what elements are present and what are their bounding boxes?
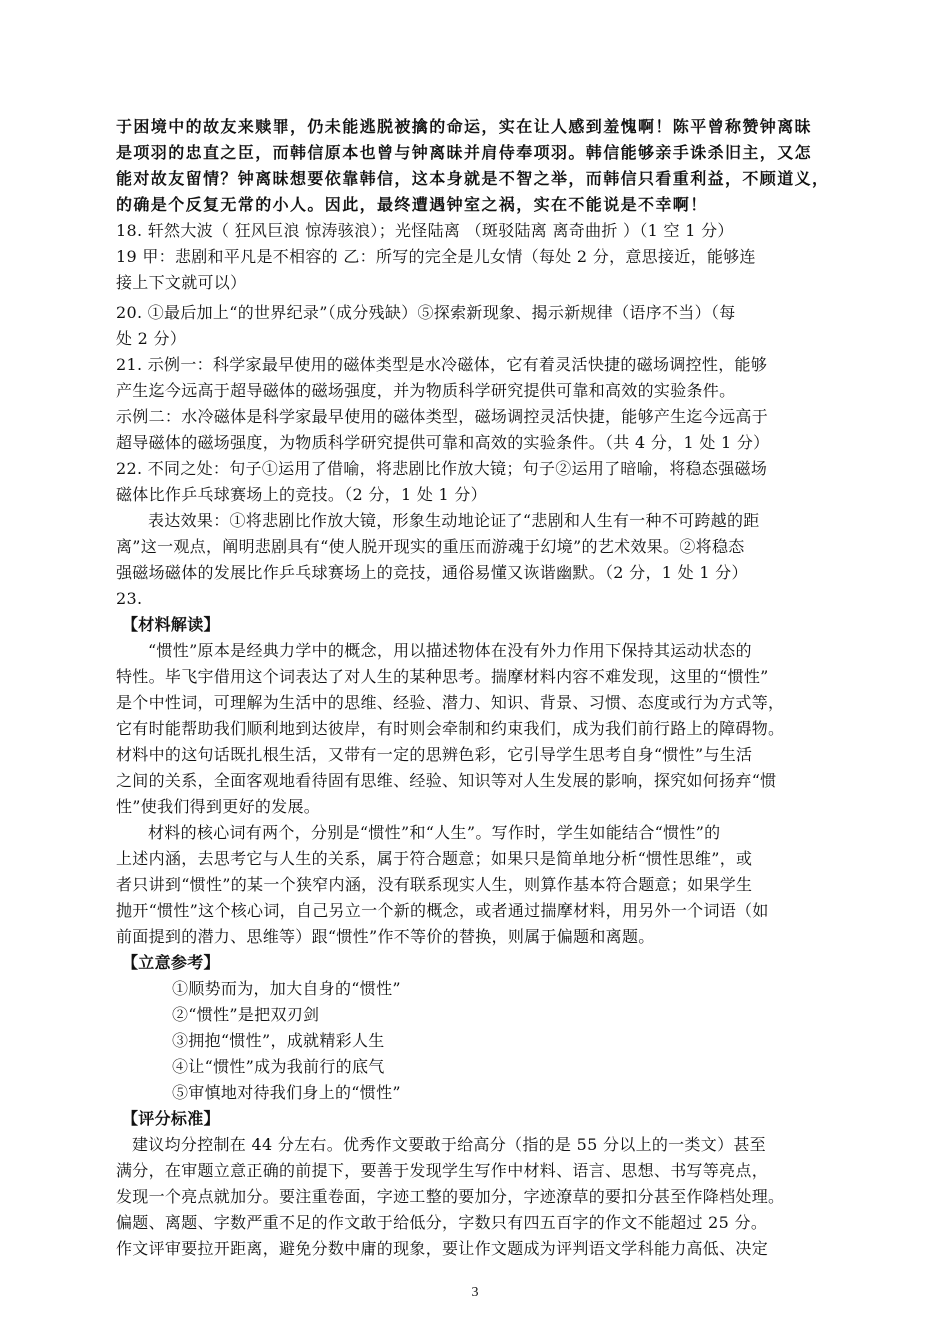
answer-21-line-1: 21. 示例一：科学家最早使用的磁体类型是水冷磁体，它有着灵活快捷的磁场调控性，能够 xyxy=(116,355,768,374)
answer-22-line-2: 磁体比作乒乓球赛场上的竞技。（2 分，1 处 1 分） xyxy=(116,485,487,504)
answer-22-line-5: 强磁场磁体的发展比作乒乓球赛场上的竞技，通俗易懂又诙谐幽默。（2 分，1 处 1 分） xyxy=(116,563,748,582)
theme-heading: 【立意参考】 xyxy=(122,953,220,972)
material-para1-line-7: 性”使我们得到更好的发展。 xyxy=(116,797,321,816)
answer-22-line-1: 22. 不同之处：句子①运用了借喻，将悲剧比作放大镜；句子②运用了暗喻，将稳态强磁场 xyxy=(116,459,768,478)
translation-line-4: 的确是个反复无常的小人。因此，最终遭遇钟室之祸，实在不能说是不幸啊！ xyxy=(116,195,708,214)
theme-item: ③拥抱“惯性”，成就精彩人生 xyxy=(172,1031,385,1050)
answer-18: 18. 轩然大波（ 狂风巨浪 惊涛骇浪）；光怪陆离 （斑驳陆离 离奇曲折 ）（1 空 1 分） xyxy=(116,221,734,240)
material-para2-line-3: 者只讲到“惯性”的某一个狭窄内涵，没有联系现实人生，则算作基本符合题意；如果学生 xyxy=(116,875,753,894)
material-para2-line-2: 上述内涵，去思考它与人生的关系，属于符合题意；如果只是简单地分析“惯性思维”，或 xyxy=(116,849,753,868)
answer-20-line-2: 处 2 分） xyxy=(116,329,187,348)
scoring-line-4: 偏题、离题、字数严重不足的作文敢于给低分，字数只有四五百字的作文不能超过 25 分。 xyxy=(116,1213,768,1232)
material-para1-line-6: 之间的关系，全面客观地看待固有思维、经验、知识等对人生发展的影响，探究如何扬弃“惯 xyxy=(116,771,777,790)
answer-21-line-3: 示例二：水冷磁体是科学家最早使用的磁体类型，磁场调控灵活快捷，能够产生迄今远高于 xyxy=(116,407,769,426)
scoring-line-1: 建议均分控制在 44 分左右。优秀作文要敢于给高分（指的是 55 分以上的一类文）甚至 xyxy=(132,1135,766,1154)
answer-19-line-1: 19 甲：悲剧和平凡是不相容的 乙：所写的完全是儿女情（每处 2 分，意思接近，能够连 xyxy=(116,247,756,266)
material-para2-line-4: 抛开“惯性”这个核心词，自己另立一个新的概念，或者通过揣摩材料，用另外一个词语（如 xyxy=(116,901,769,920)
theme-item: ⑤审慎地对待我们身上的“惯性” xyxy=(172,1083,401,1102)
scoring-line-2: 满分，在审题立意正确的前提下，要善于发现学生写作中材料、语言、思想、书写等亮点， xyxy=(116,1161,769,1180)
scoring-line-3: 发现一个亮点就加分。要注重卷面，字迹工整的要加分，字迹潦草的要扣分甚至作降档处理。 xyxy=(116,1187,785,1206)
answer-22-line-3: 表达效果：①将悲剧比作放大镜，形象生动地论证了“悲剧和人生有一种不可跨越的距 xyxy=(148,511,760,530)
material-heading: 【材料解读】 xyxy=(122,615,220,634)
answer-21-line-2: 产生迄今远高于超导磁体的磁场强度，并为物质科学研究提供可靠和高效的实验条件。 xyxy=(116,381,736,400)
material-para1-line-3: 是个中性词，可理解为生活中的思维、经验、潜力、知识、背景、习惯、态度或行为方式等， xyxy=(116,693,785,712)
answer-22-line-4: 离”这一观点，阐明悲剧具有“使人脱开现实的重压而游魂于幻境”的艺术效果。②将稳态 xyxy=(116,537,745,556)
material-para1-line-2: 特性。毕飞宇借用这个词表达了对人生的某种思考。揣摩材料内容不难发现，这里的“惯性” xyxy=(116,667,769,686)
translation-line-3: 能对故友留情？钟离昧想要依靠韩信，这本身就是不智之举，而韩信只看重利益，不顾道义， xyxy=(116,169,830,188)
answer-23-label: 23. xyxy=(116,589,143,608)
translation-line-2: 是项羽的忠直之臣，而韩信原本也曾与钟离昧并肩侍奉项羽。韩信能够亲手诛杀旧主，又怎 xyxy=(116,143,813,162)
theme-item: ②“惯性”是把双刃剑 xyxy=(172,1005,320,1024)
page-number: 3 xyxy=(471,1285,479,1300)
answer-19-line-2: 接上下文就可以） xyxy=(116,273,247,292)
answer-20-line-1: 20. ①最后加上“的世界纪录”（成分残缺）⑤探索新现象、揭示新规律（语序不当）（每 xyxy=(116,303,736,322)
translation-line-1: 于困境中的故友来赎罪，仍未能逃脱被擒的命运，实在让人感到羞愧啊！陈平曾称赞钟离昧 xyxy=(116,117,813,136)
theme-item: ④让“惯性”成为我前行的底气 xyxy=(172,1057,385,1076)
material-para1-line-4: 它有时能帮助我们顺利地到达彼岸，有时则会牵制和约束我们，成为我们前行路上的障碍物。 xyxy=(116,719,785,738)
answer-21-line-4: 超导磁体的磁场强度，为物质科学研究提供可靠和高效的实验条件。（共 4 分，1 处 1 分） xyxy=(116,433,770,452)
scoring-heading: 【评分标准】 xyxy=(122,1109,220,1128)
material-para1-line-1: “惯性”原本是经典力学中的概念，用以描述物体在没有外力作用下保持其运动状态的 xyxy=(148,641,752,660)
material-para2-line-5: 前面提到的潜力、思维等）跟“惯性”作不等价的替换，则属于偏题和离题。 xyxy=(116,927,655,946)
material-para1-line-5: 材料中的这句话既扎根生活，又带有一定的思辨色彩，它引导学生思考自身“惯性”与生活 xyxy=(116,745,753,764)
scoring-line-5: 作文评审要拉开距离，避免分数中庸的现象，要让作文题成为评判语文学科能力高低、决定 xyxy=(116,1239,769,1258)
material-para2-line-1: 材料的核心词有两个，分别是“惯性”和“人生”。写作时，学生如能结合“惯性”的 xyxy=(148,823,721,842)
theme-item: ①顺势而为，加大自身的“惯性” xyxy=(172,979,401,998)
